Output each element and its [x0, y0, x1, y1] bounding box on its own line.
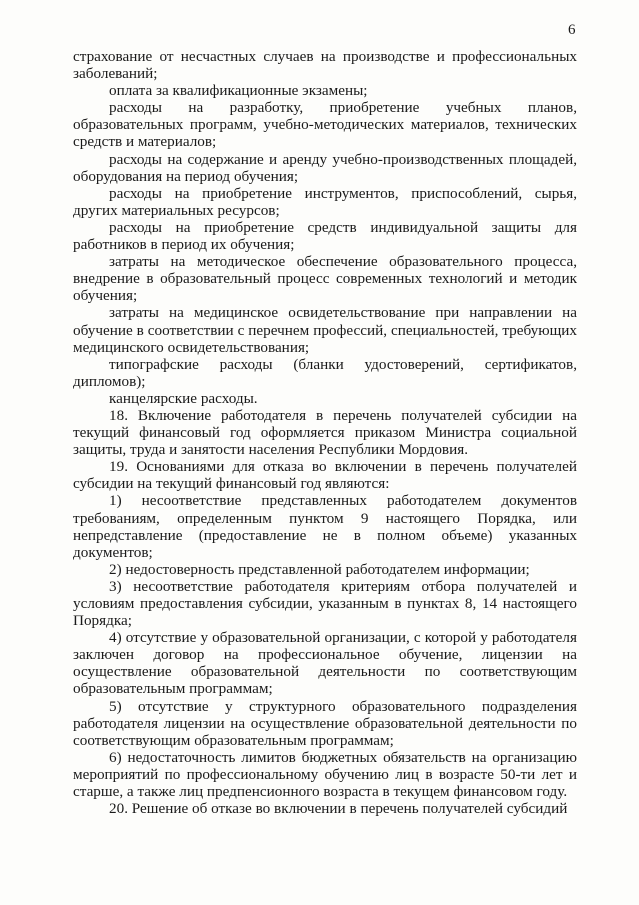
paragraph: затраты на медицинское освидетельствование при направлении на обучение в соответствии с перечнем профессий, специальностей, требующих медицинского освидетельствования;	[73, 304, 577, 356]
paragraph: расходы на разработку, приобретение учебных планов, образовательных программ, учебно-методических материалов, технических средств и материалов;	[73, 99, 577, 151]
paragraph: оплата за квалификационные экзамены;	[109, 82, 368, 100]
paragraph: 19. Основаниями для отказа во включении в перечень получателей субсидии на текущий финансовый год являются:	[73, 458, 577, 493]
paragraph: 18. Включение работодателя в перечень получателей субсидии на текущий финансовый год оформляется приказом Министра социальной защиты, труда и занятости населения Республики Мордовия.	[73, 406, 577, 459]
document-body	[73, 48, 577, 817]
paragraph: расходы на приобретение инструментов, приспособлений, сырья, других материальных ресурсов;	[73, 184, 577, 219]
paragraph: расходы на содержание и аренду учебно-производственных площадей, оборудования на период обучения;	[73, 150, 577, 185]
paragraph: 5) отсутствие у структурного образовательного подразделения работодателя лицензии на осуществление образовательной деятельности по соответствующим образовательным программам;	[73, 697, 577, 749]
paragraph: 6) недостаточность лимитов бюджетных обязательств на организацию мероприятий по профессиональному обучению лиц в возрасте 50-ти лет и старше, а также лиц предпенсионного возраста в текущем финансовом году.	[73, 748, 577, 801]
paragraph: 3) несоответствие работодателя критериям отбора получателей и условиям предоставления субсидии, указанным в пунктах 8, 14 настоящего Порядка;	[73, 577, 577, 630]
paragraph: страхование от несчастных случаев на производстве и профессиональных заболеваний;	[73, 48, 577, 83]
paragraph: 2) недостоверность представленной работодателем информации;	[109, 560, 530, 578]
paragraph: канцелярские расходы.	[109, 389, 258, 407]
paragraph: 4) отсутствие у образовательной организации, с которой у работодателя заключен договор на профессиональное обучение, лицензии на осуществление образовательной деятельности по соответствующим образовательным программам;	[73, 629, 577, 698]
paragraph: 1) несоответствие представленных работодателем документов требованиям, определенным пунктом 9 настоящего Порядка, или непредставление (предоставление не в полном объеме) указанных документов;	[73, 492, 577, 561]
page-number: 6	[568, 22, 576, 38]
paragraph: типографские расходы (бланки удостоверений, сертификатов, дипломов);	[73, 355, 577, 390]
paragraph: затраты на методическое обеспечение образовательного процесса, внедрение в образовательный процесс современных технологий и методик обучения;	[73, 253, 577, 305]
paragraph: расходы на приобретение средств индивидуальной защиты для работников в период их обучения;	[73, 218, 577, 254]
paragraph: 20. Решение об отказе во включении в перечень получателей субсидий	[109, 800, 568, 818]
